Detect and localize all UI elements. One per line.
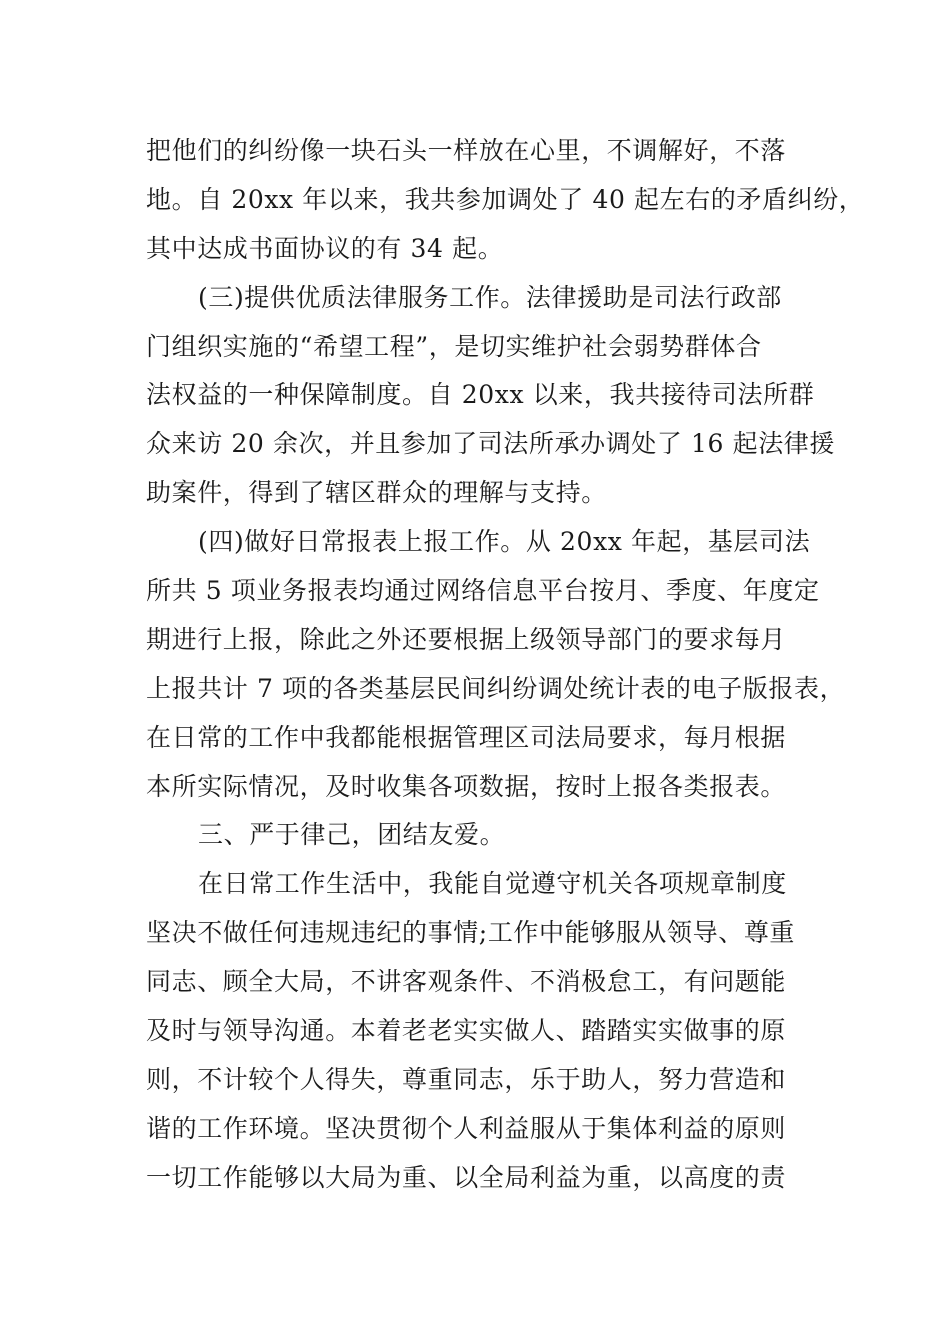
text-line: 上报共计 7 项的各类基层民间纠纷调处统计表的电子版报表，	[146, 673, 846, 703]
text-line: 众来访 20 余次，并且参加了司法所承办调处了 16 起法律援	[146, 429, 836, 459]
text-line: 同志、顾全大局，不讲客观条件、不消极怠工，有问题能	[146, 967, 787, 997]
text-line: 坚决不做任何违规违纪的事情;工作中能够服从领导、尊重	[146, 918, 796, 948]
paragraph-start-line: 在日常工作生活中，我能自觉遵守机关各项规章制度	[198, 869, 787, 899]
text-line: 一切工作能够以大局为重、以全局利益为重，以高度的责	[146, 1162, 787, 1192]
section-title-line: 三、严于律己，团结友爱。	[198, 820, 506, 850]
text-line: 地。自 20xx 年以来，我共参加调处了 40 起左右的矛盾纠纷，	[146, 184, 865, 214]
text-line: 期进行上报，除此之外还要根据上级领导部门的要求每月	[146, 624, 787, 654]
text-line: 则，不计较个人得失，尊重同志，乐于助人，努力营造和	[146, 1064, 787, 1094]
text-line: 法权益的一种保障制度。自 20xx 以来，我共接待司法所群	[146, 380, 815, 410]
text-line: 助案件，得到了辖区群众的理解与支持。	[146, 478, 607, 508]
text-line: 其中达成书面协议的有 34 起。	[146, 233, 504, 263]
text-line: 把他们的纠纷像一块石头一样放在心里，不调解好，不落	[146, 136, 787, 165]
text-line: 门组织实施的“希望工程”，是切实维护社会弱势群体合	[146, 331, 762, 361]
section-heading-line: (四)做好日常报表上报工作。从 20xx 年起，基层司法	[198, 527, 811, 557]
section-heading-line: (三)提供优质法律服务工作。法律援助是司法行政部	[198, 282, 782, 312]
text-line: 本所实际情况，及时收集各项数据，按时上报各类报表。	[146, 771, 787, 801]
text-line: 及时与领导沟通。本着老老实实做人、踏踏实实做事的原	[146, 1016, 787, 1046]
document-body	[146, 127, 865, 1203]
text-line: 在日常的工作中我都能根据管理区司法局要求，每月根据	[146, 722, 787, 752]
text-line: 所共 5 项业务报表均通过网络信息平台按月、季度、年度定	[146, 576, 820, 606]
text-line: 谐的工作环境。坚决贯彻个人利益服从于集体利益的原则	[146, 1113, 787, 1143]
